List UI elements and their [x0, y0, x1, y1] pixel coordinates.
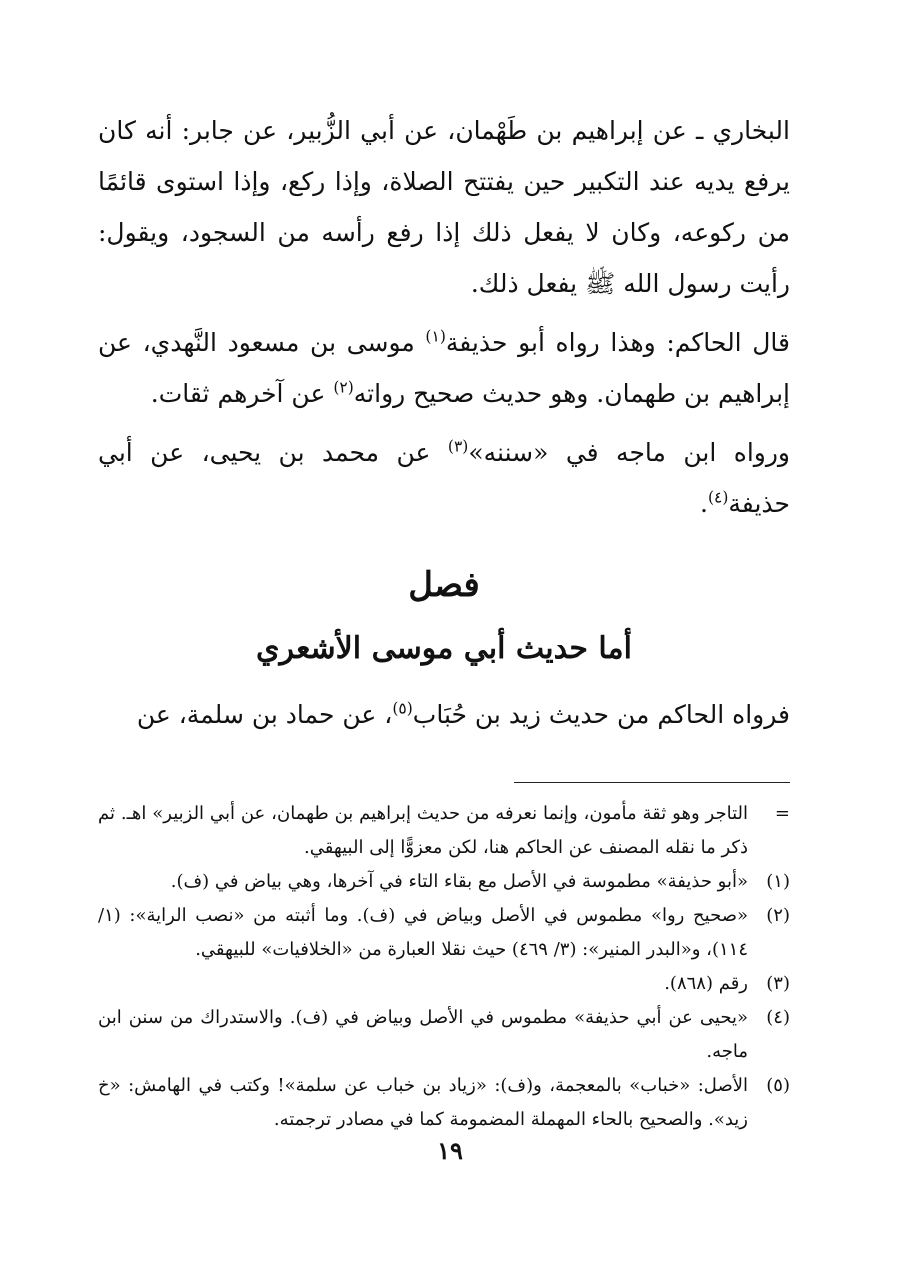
footnotes [98, 797, 790, 1137]
footnote-ref-4[interactable]: (٤) [707, 488, 729, 507]
footnote-3 [98, 967, 790, 1001]
footnote-ref-2[interactable]: (٢) [333, 378, 354, 397]
paragraph-text: فرواه الحاكم من حديث زيد بن حُبَاب [412, 700, 790, 729]
paragraph-text: البخاري ـ عن إبراهيم بن طَهْمان، عن أبي الزُّبير، عن جابر: أنه كان يرفع يديه عند التكبير حين يفتتح الصلاة، وإذا ركع، وإذا استوى قائمًا من ركوعه، وكان لا يفعل ذلك إذا رفع رأسه من السجود، ويقول: رأيت رسول الله ﷺ يفعل ذلك. [98, 116, 790, 298]
footnote-text: الأصل: «خباب» بالمعجمة، و(ف): «زياد بن خباب عن سلمة»! وكتب في الهامش: «خ زيد». والصحيح بالحاء المهملة المضمومة كما في مصادر ترجمته. [98, 1075, 748, 1130]
footnote-text: «صحيح روا» مطموس في الأصل وبياض في (ف). وما أثبته من «نصب الراية»: (١/ ١١٤)، و«البدر المنير»: (٣/ ٤٦٩) حيث نقلا العبارة من «الخلافيات» للبيهقي. [98, 905, 748, 960]
footnote-number: (٢) [766, 905, 790, 926]
footnote-separator [514, 782, 790, 783]
paragraph-text: عن آخرهم ثقات. [150, 379, 334, 408]
section-subheading: أما حديث أبي موسى الأشعري [256, 631, 632, 666]
paragraph-text: ، عن حماد بن سلمة، عن [136, 700, 393, 729]
footnote-continuation [98, 797, 790, 865]
footnote-text: رقم (٨٦٨). [664, 973, 748, 994]
paragraph-text: ورواه ابن ماجه في «سننه» [468, 438, 790, 467]
page-number: ١٩ [437, 1136, 463, 1165]
section-heading: فصل [408, 565, 480, 605]
paragraph-text: عن محمد بن يحيى، عن أبي حذيفة [98, 438, 790, 518]
body-paragraph-2 [98, 317, 790, 419]
footnote-ref-5[interactable]: (٥) [392, 699, 413, 718]
paragraph-text: . [700, 489, 708, 518]
body-paragraph-1 [98, 105, 790, 309]
paragraph-text: موسى بن مسعود النَّهدي، عن إبراهيم بن طهمان. وهو حديث صحيح رواته [98, 328, 790, 408]
footnote-number: (٥) [766, 1075, 790, 1096]
footnote-number: (٣) [766, 973, 790, 994]
footnote-text: التاجر وهو ثقة مأمون، وإنما نعرفه من حديث إبراهيم بن طهمان، عن أبي الزبير» اهـ. ثم ذكر ما نقله المصنف عن الحاكم هنا، لكن معزوًّا إلى البيهقي. [98, 803, 748, 858]
footnote-ref-3[interactable]: (٣) [447, 437, 469, 456]
footnote-ref-1[interactable]: (١) [425, 327, 446, 346]
footnote-number: = [774, 803, 790, 824]
footnote-text: «أبو حذيفة» مطموسة في الأصل مع بقاء التاء في آخرها، وهي بياض في (ف). [170, 871, 748, 892]
footnote-5 [98, 1069, 790, 1137]
footnote-1 [98, 865, 790, 899]
body-paragraph-4 [98, 689, 790, 740]
body-paragraph-3 [98, 427, 790, 529]
paragraph-text: قال الحاكم: وهذا رواه أبو حذيفة [445, 328, 790, 357]
footnote-2 [98, 899, 790, 967]
footnote-text: «يحيى عن أبي حذيفة» مطموس في الأصل وبياض في (ف). والاستدراك من سنن ابن ماجه. [98, 1007, 748, 1062]
footnote-4 [98, 1001, 790, 1069]
footnote-number: (١) [766, 871, 790, 892]
footnote-number: (٤) [766, 1007, 790, 1028]
